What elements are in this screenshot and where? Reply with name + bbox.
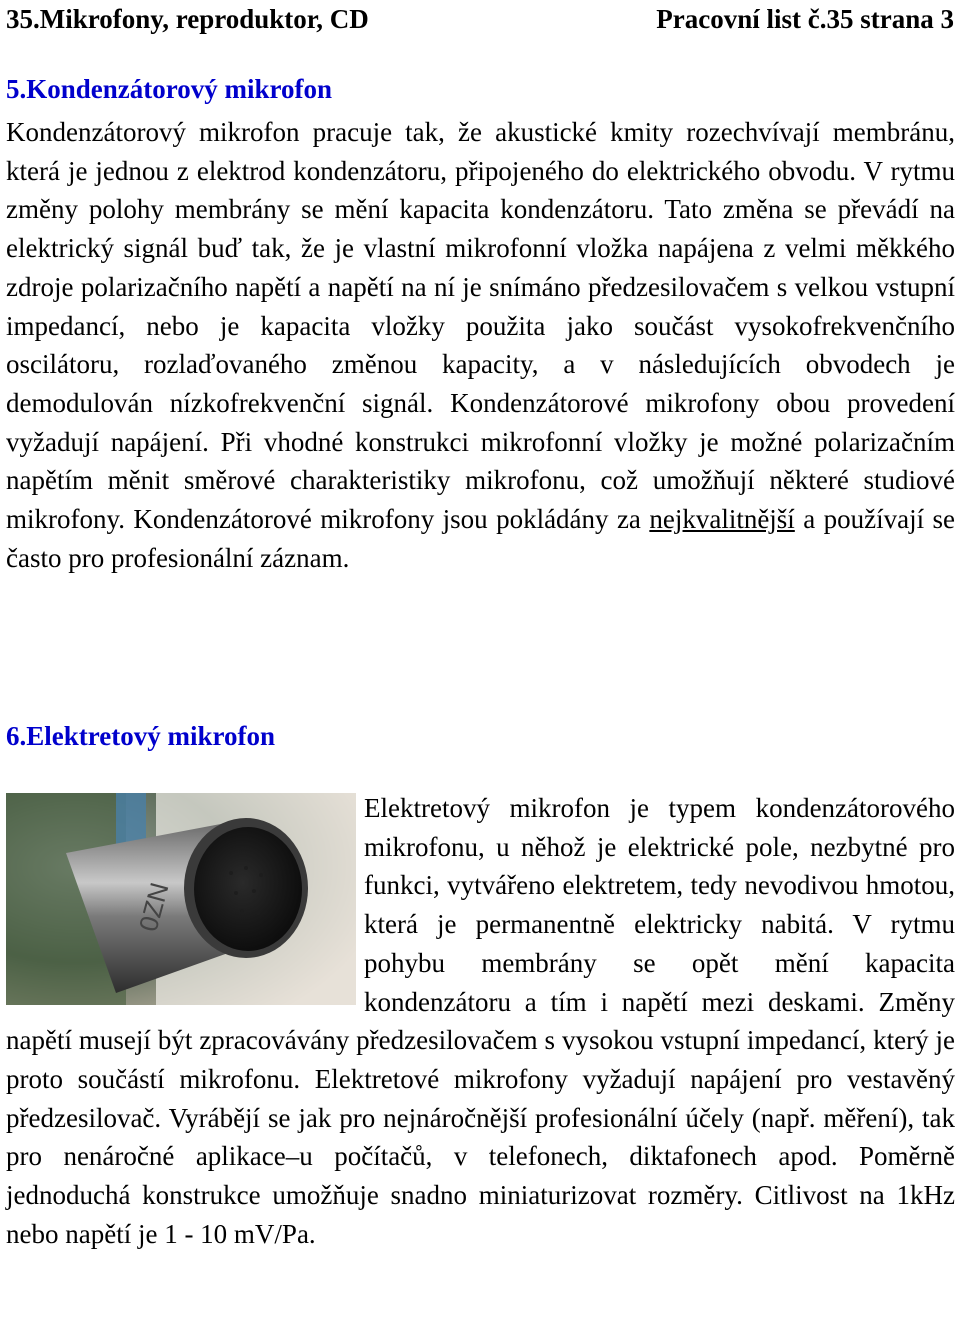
svg-text:0ZN: 0ZN <box>132 879 175 935</box>
section-body-electret <box>6 789 955 1253</box>
condenser-text-part1: Kondenzátorový mikrofon pracuje tak, že akustické kmity rozechvívají membránu, která je jednou z elektrod kondenzátoru, připojeného do elektrického obvodu. V rytmu změny polohy membrány se mění kapacita kondenzátoru. Tato změna se převádí na elektrický signál buď tak, že je vlastní mikrofonní vložka napájena z velmi měkkého zdroje polarizačního napětí a napětí na ní je snímáno předzesilovačem s velkou vstupní impedancí, nebo je kapacita vložky použita jako součást vysokofrekvenčního oscilátoru, rozlaďovaného změnou kapacity, a v následujících obvodech je demodulován nízkofrekvenční signál. Kondenzátorové mikrofony obou provedení vyžadují napájení. Při vhodné konstrukci mikrofonní vložky je možné polarizačním napětím měnit směrové charakteristiky mikrofonu, což umožňují některé studiové mikrofony. Kondenzátorové mikrofony jsou pokládány za <box>6 117 955 535</box>
header-title: 35.Mikrofony, reproduktor, CD <box>6 3 369 34</box>
header-page-info: Pracovní list č.35 strana 3 <box>656 3 954 34</box>
section-body-condenser <box>6 113 955 577</box>
condenser-text-part2: a používají se často pro profesionální záznam. <box>6 504 956 573</box>
condenser-text-underlined: nejkvalitnější <box>649 504 795 535</box>
page-header <box>6 0 954 38</box>
microphone-photo <box>6 793 356 1005</box>
electret-text: Elektretový mikrofon je typem kondenzátorového mikrofonu, u něhož je elektrické pole, nezbytné pro funkci, vytvářeno elektretem, tedy nevodivou hmotou, která je permanentně elektricky nabitá. V rytmu pohybu membrány se opět mění kapacita kondenzátoru a tím i napětí mezi deskami. Změny napětí musejí být zpracovávány předzesilovačem s vysokou vstupní impedancí, který je proto součástí mikrofonu. Elektretové mikrofony vyžadují napájení pro vestavěný předzesilovač. Vyrábějí se jak pro nejnáročnější profesionální účely (např. měření), tak pro nenáročné aplikace–u počítačů, v telefonech, diktafonech apod. Poměrně jednoduchá konstrukce umožňuje snadno miniaturizovat rozměry. Citlivost na 1kHz nebo napětí je 1 - 10 mV/Pa. <box>6 793 955 1249</box>
section-title-condenser: 5.Kondenzátorový mikrofon <box>6 74 333 104</box>
section-title-electret: 6.Elektretový mikrofon <box>6 721 275 751</box>
